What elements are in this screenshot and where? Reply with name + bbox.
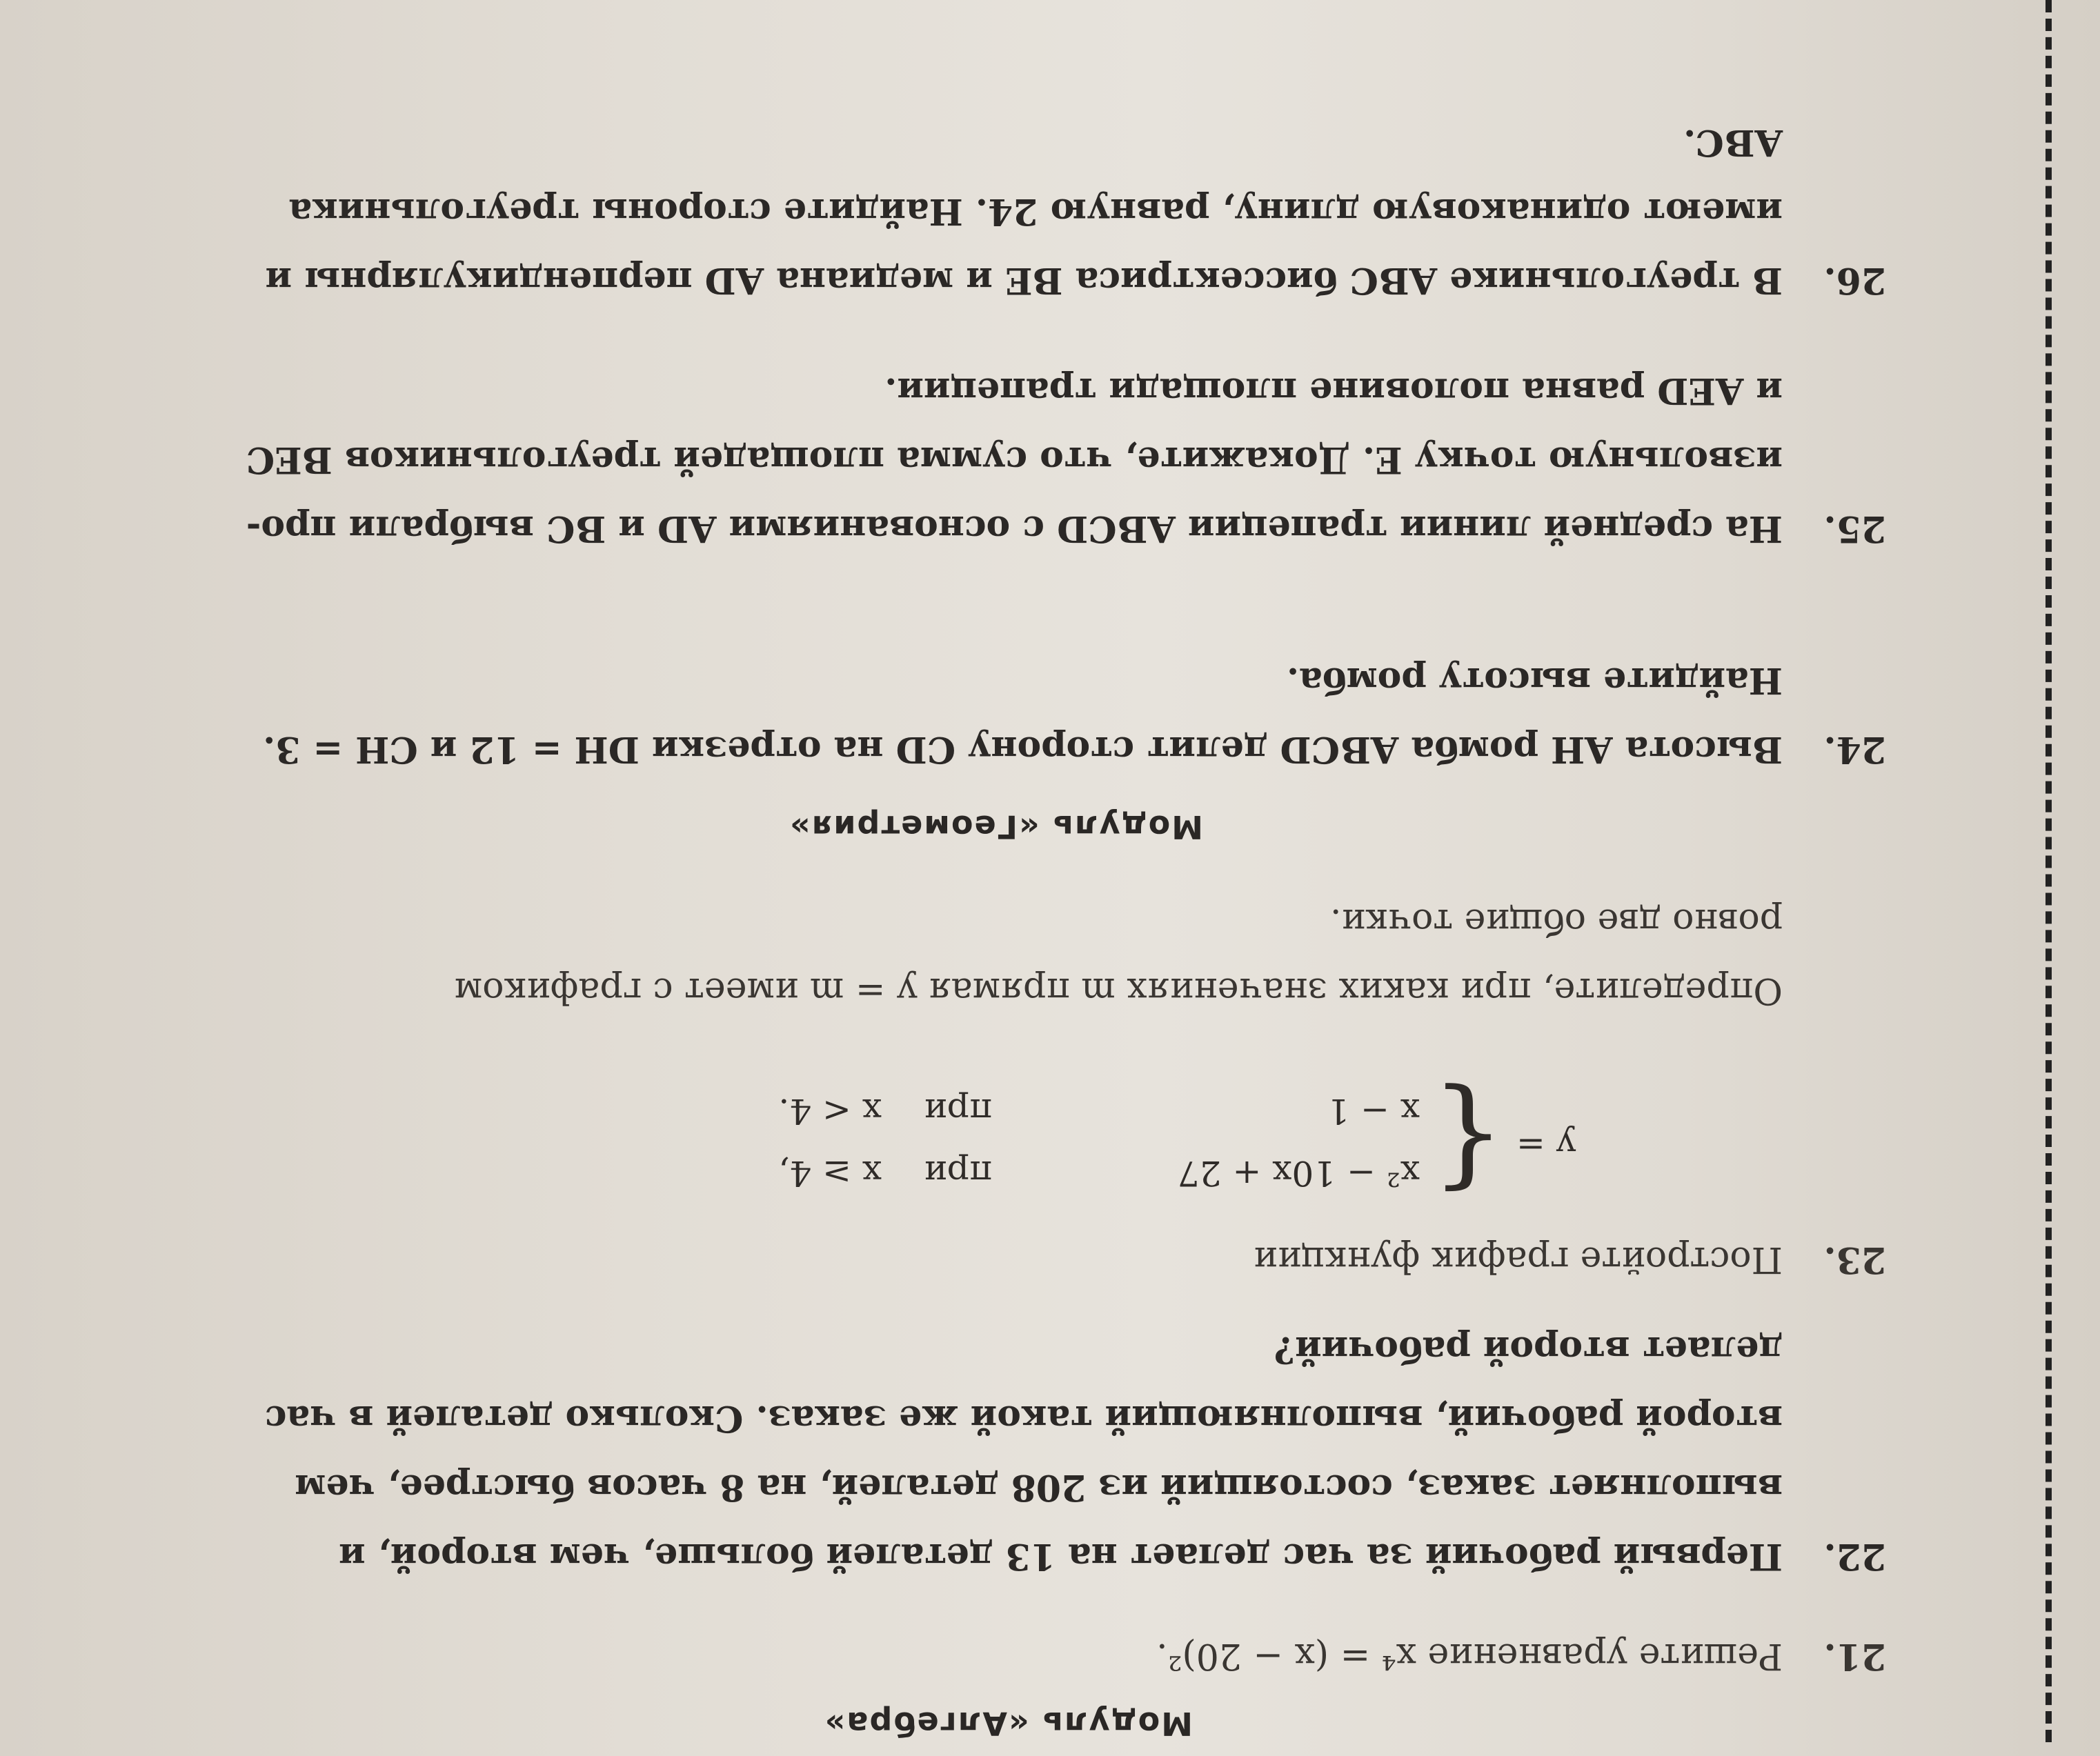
problem-23: [1254, 1225, 1886, 1294]
case-condition: x < 4.: [778, 1091, 882, 1131]
problem-line: извольную точку E. Докажите, что сумма площадей треугольников BEC: [246, 439, 1783, 481]
problem-21: [1156, 1622, 1886, 1690]
problem-number: 23.: [1823, 1239, 1886, 1281]
problem-number: 26.: [1823, 259, 1886, 301]
case-row-2: [778, 1080, 1420, 1142]
module-title-algebra: Модуль «Алгебра»: [823, 1705, 1193, 1742]
problem-number: 25.: [1823, 508, 1886, 550]
problem-line: второй рабочий, выполняющий такой же заказ. Сколько деталей в час: [264, 1397, 1783, 1439]
problem-23-continued: [455, 887, 1886, 1025]
problem-line: Найдите высоту ромба.: [1287, 659, 1783, 701]
problem-line: и AED равна половине площади трапеции.: [884, 370, 1783, 412]
problem-line: ровно две общие точки.: [1329, 901, 1783, 942]
problem-line: Первый рабочий за час делает на 13 деталей больше, чем второй, и: [339, 1535, 1783, 1577]
brace-symbol: {: [1430, 1074, 1506, 1210]
problem-line: Постройте график функции: [1254, 1239, 1783, 1280]
problem-line: Определите, при каких значениях m прямая y = m имеет с графиком: [454, 970, 1783, 1011]
problem-number: 21.: [1823, 1635, 1886, 1677]
problem-number: 22.: [1823, 1535, 1886, 1577]
case-condition: x ≥ 4,: [778, 1153, 882, 1193]
dashed-cut-line: [2045, 0, 2052, 1742]
case-expression: x − 1: [1327, 1091, 1420, 1131]
problem-line: ABC.: [1683, 121, 1783, 163]
case-expression: x² − 10x + 27: [1177, 1153, 1420, 1193]
piecewise-function: [778, 1074, 1576, 1210]
page-content: [113, 0, 1976, 1756]
problem-line: В треугольнике ABC биссектриса BE и медиана AD перпендикулярны и: [265, 259, 1783, 301]
case-condition-word: при: [924, 1153, 992, 1193]
problem-line: Высота AH ромба ABCD делит сторону CD на отрезки DH = 12 и CH = 3.: [263, 728, 1783, 770]
problem-line: делает второй рабочий?: [1274, 1328, 1783, 1370]
function-lhs: y =: [1516, 1125, 1576, 1165]
case-row-1: [778, 1142, 1420, 1204]
problem-25: [246, 356, 1886, 563]
problem-line: выполняет заказ, состоящий из 208 деталей, на 8 часов быстрее, чем: [295, 1466, 1783, 1508]
problem-24: [263, 646, 1886, 784]
problem-line: На средней линии трапеции ABCD с основаниями AD и BC выбрали про-: [246, 508, 1783, 550]
module-title-geometry: Модуль «Геометрия»: [788, 808, 1203, 846]
problem-line: имеют одинаковую длину, равную 24. Найдите стороны треугольника: [288, 190, 1783, 232]
problem-number: 24.: [1823, 728, 1886, 770]
problem-26: [266, 108, 1886, 315]
problem-22: [265, 1315, 1886, 1590]
case-condition-word: при: [924, 1091, 992, 1131]
problem-text: Решите уравнение x⁴ = (x − 20)².: [1156, 1635, 1783, 1677]
